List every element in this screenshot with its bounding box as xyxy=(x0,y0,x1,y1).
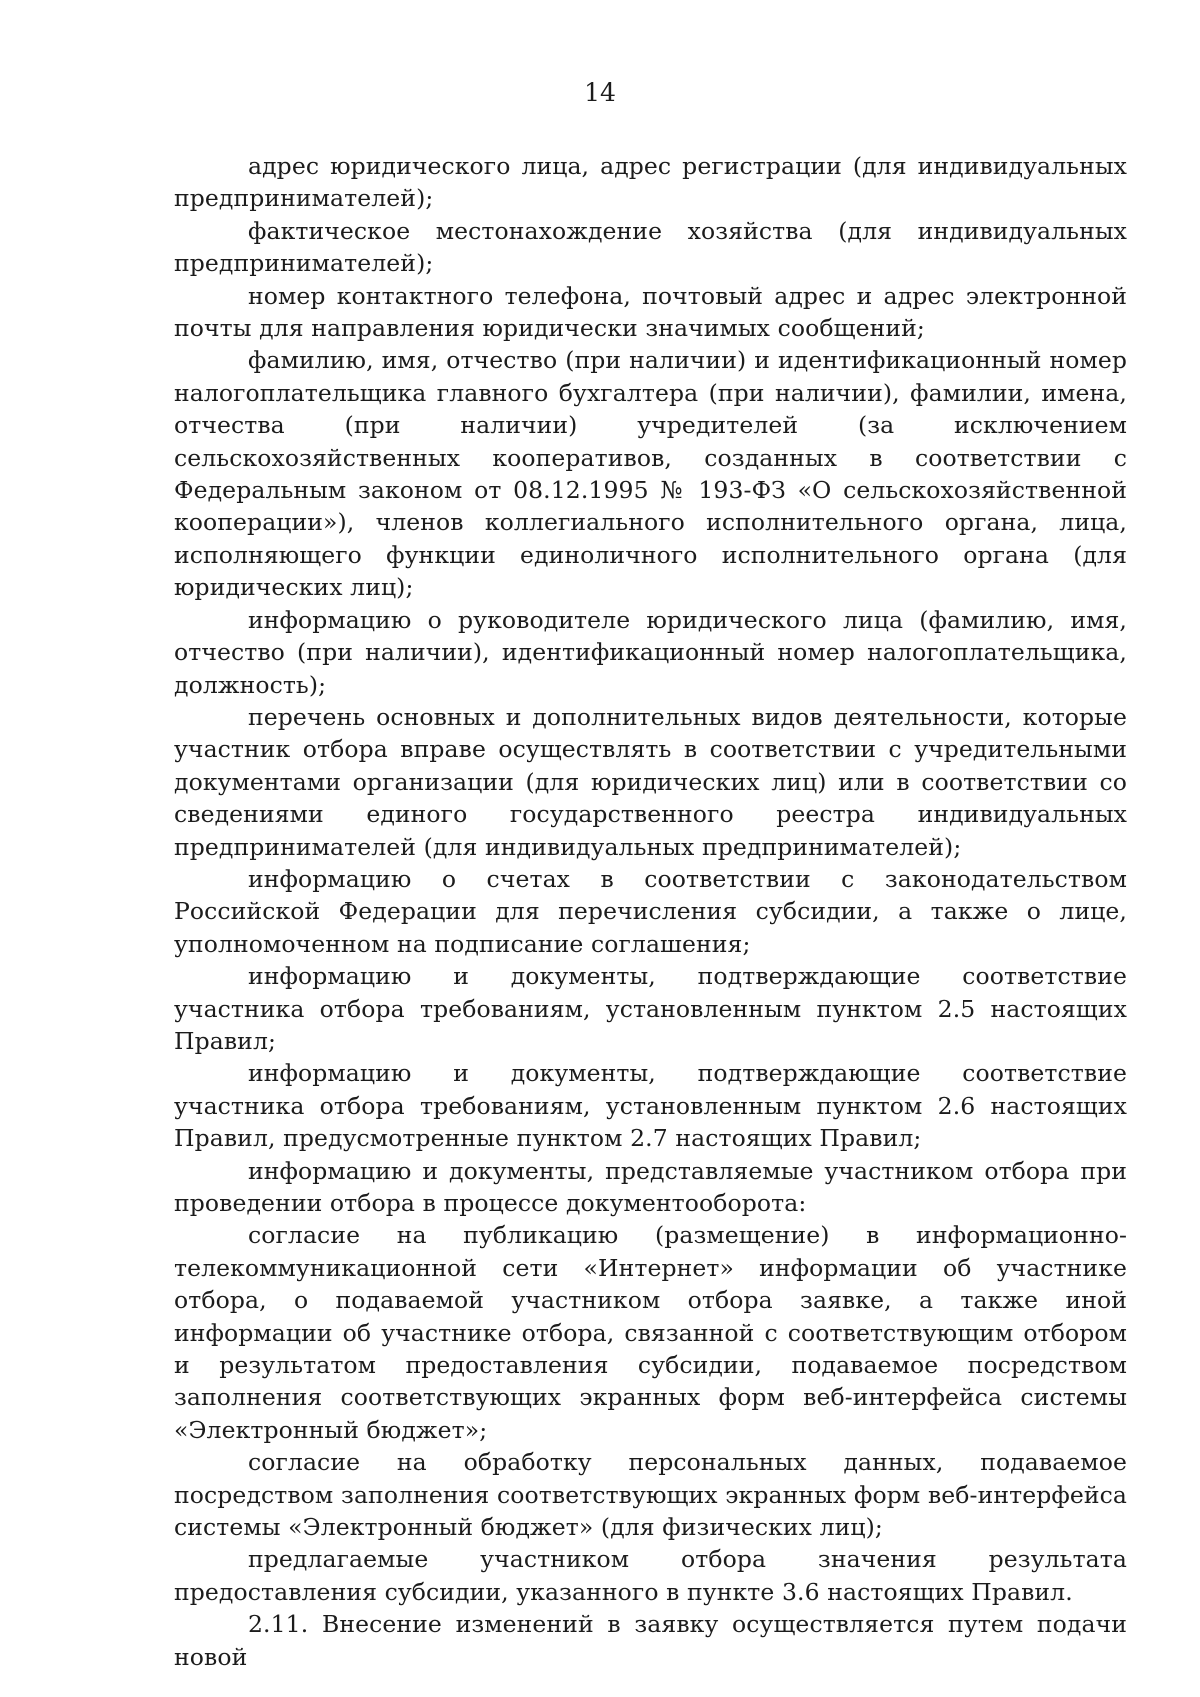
paragraph-result-values: предлагаемые участником отбора значения результата предоставления субсидии, указанного в пункте 3.6 настоящих Правил. xyxy=(174,1545,1127,1606)
paragraph-section-2-11: 2.11. Внесение изменений в заявку осуществляется путем подачи новой xyxy=(174,1610,1127,1671)
page-number: 14 xyxy=(584,78,616,107)
paragraph-head-info: информацию о руководителе юридического лица (фамилию, имя, отчество (при наличии), идентификационный номер налогоплательщика, должность); xyxy=(174,605,1127,699)
paragraph-accountant-founders: фамилию, имя, отчество (при наличии) и идентификационный номер налогоплательщика главного бухгалтера (при наличии), фамилии, имена, отчества (при наличии) учредителей (за исключением сельскохозяйственных кооперативов, созданных в соответствии с Федеральным законом от 08.12.1995 № 193-ФЗ «О сельскохозяйственной кооперации»), членов коллегиального исполнительного органа, лица, исполняющего функции единоличного исполнительного органа (для юридических лиц); xyxy=(174,346,1127,602)
paragraph-contact-info: номер контактного телефона, почтовый адрес и адрес электронной почты для направления юридически значимых сообщений; xyxy=(174,281,1127,343)
paragraph-activities: перечень основных и дополнительных видов деятельности, которые участник отбора вправе осуществлять в соответствии с учредительными документами организации (для юридических лиц) или в соответствии со сведениями единого государственного реестра индивидуальных предпринимателей (для индивидуальных предпринимателей); xyxy=(174,702,1127,861)
paragraph-legal-address: адрес юридического лица, адрес регистрации (для индивидуальных предпринимателей); xyxy=(174,152,1127,213)
document-body xyxy=(174,150,1127,1673)
paragraph-personal-data-consent: согласие на обработку персональных данных, подаваемое посредством заполнения соответствующих экранных форм веб-интерфейса системы «Электронный бюджет» (для физических лиц); xyxy=(174,1448,1127,1542)
paragraph-workflow-docs: информацию и документы, представляемые участником отбора при проведении отбора в процессе документооборота: xyxy=(174,1156,1127,1217)
paragraph-requirements-2-5: информацию и документы, подтверждающие соответствие участника отбора требованиям, установленным пунктом 2.5 настоящих Правил; xyxy=(174,962,1127,1055)
paragraph-actual-location: фактическое местонахождение хозяйства (для индивидуальных предпринимателей); xyxy=(174,216,1127,278)
paragraph-publication-consent: согласие на публикацию (размещение) в информационно-телекоммуникационной сети «Интернет» информации об участнике отбора, о подаваемой участником отбора заявке, а также иной информации об участнике отбора, связанной с соответствующим отбором и результатом предоставления субсидии, подаваемое посредством заполнения соответствующих экранных форм веб-интерфейса системы «Электронный бюджет»; xyxy=(174,1221,1127,1444)
paragraph-accounts: информацию о счетах в соответствии с законодательством Российской Федерации для перечисления субсидии, а также о лице, уполномоченном на подписание соглашения; xyxy=(174,864,1127,958)
paragraph-requirements-2-6: информацию и документы, подтверждающие соответствие участника отбора требованиям, установленным пунктом 2.6 настоящих Правил, предусмотренные пунктом 2.7 настоящих Правил; xyxy=(174,1059,1127,1153)
